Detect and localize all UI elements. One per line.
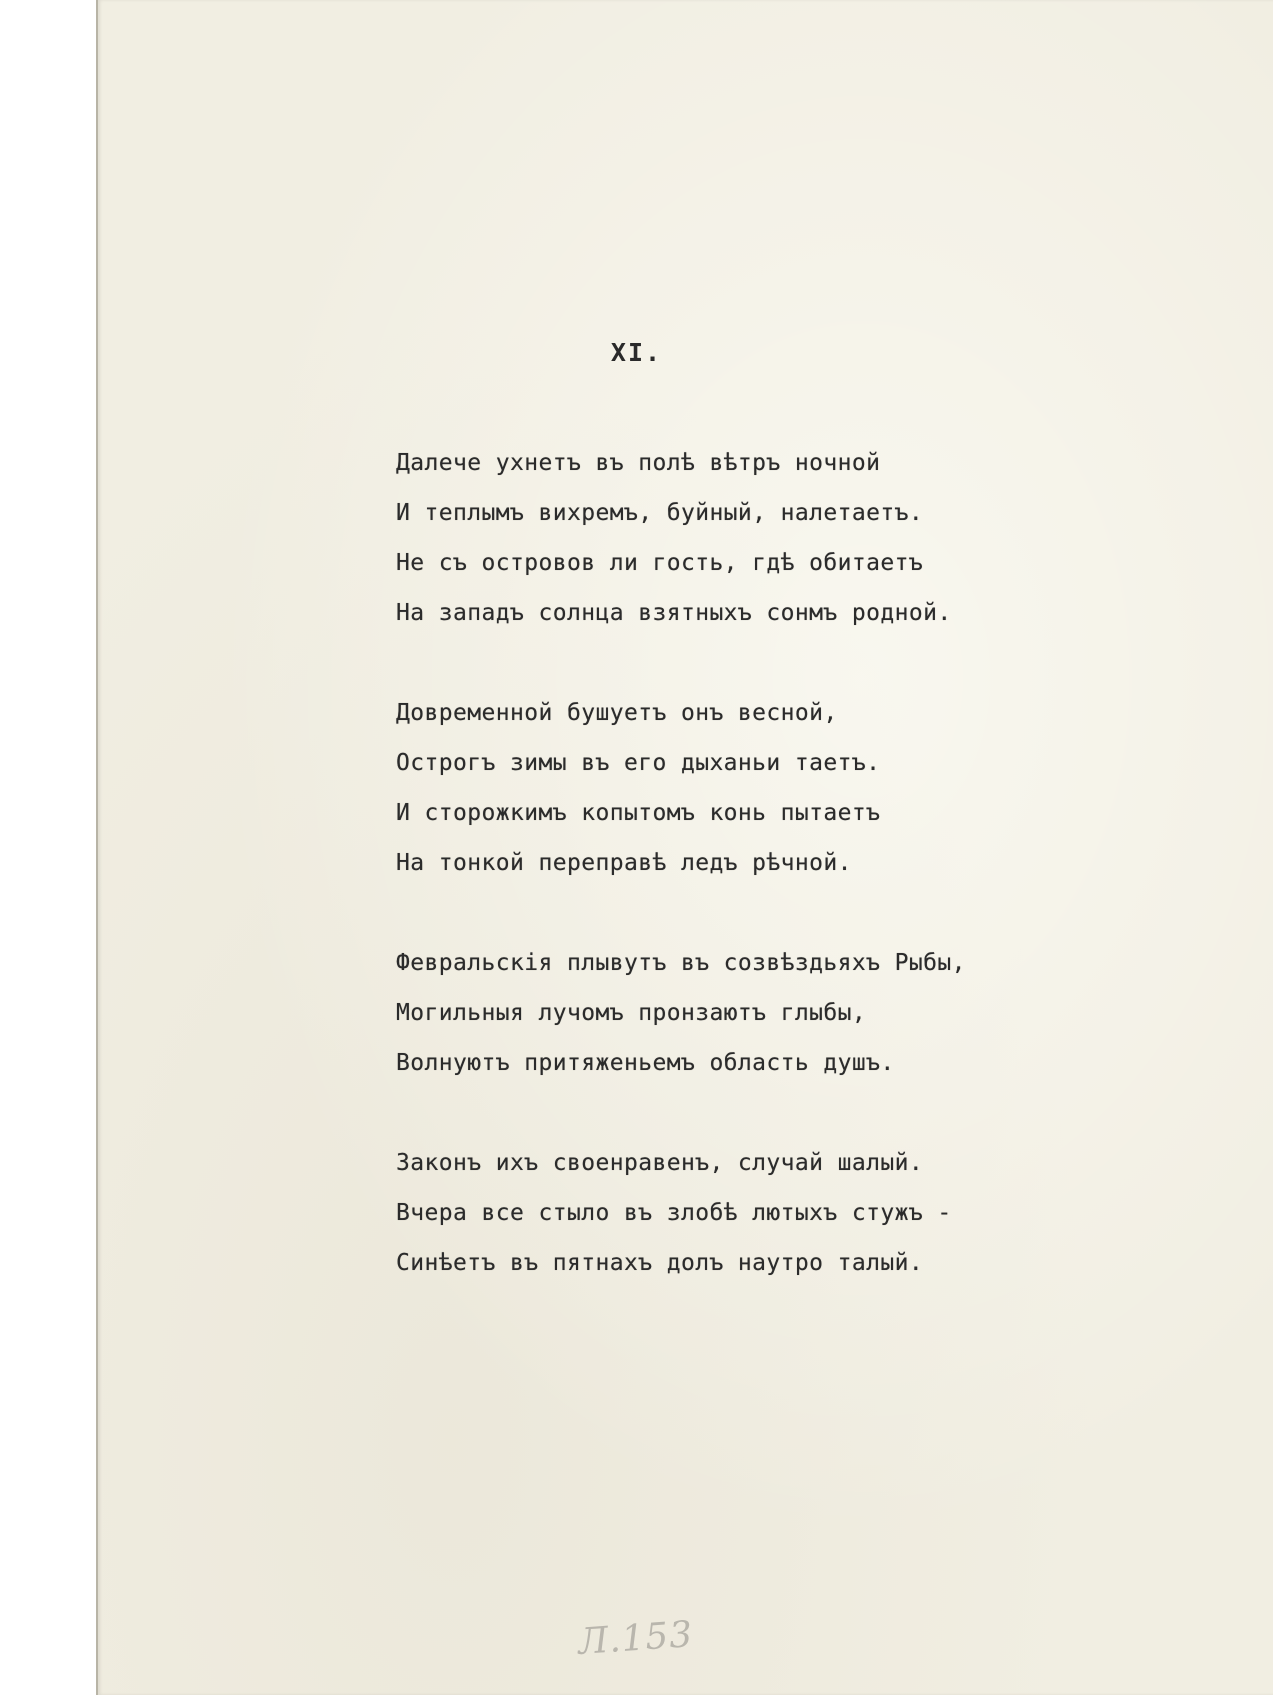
poem-line: На тонкой переправѣ ледъ рѣчной.: [396, 850, 852, 876]
poem-line: Далече ухнетъ въ полѣ вѣтръ ночной: [396, 450, 881, 476]
poem-line: И сторожкимъ копытомъ конь пытаетъ: [396, 800, 881, 826]
poem-line: Довременной бушуетъ онъ весной,: [396, 700, 838, 726]
stanza-1: [396, 438, 1116, 638]
poem-line: Не съ островов ли гость, гдѣ обитаетъ: [396, 550, 924, 576]
stanza-2: [396, 688, 1116, 888]
poem-line: Острогъ зимы въ его дыханьи таетъ.: [396, 750, 881, 776]
poem-line: И теплымъ вихремъ, буйный, налетаетъ.: [396, 500, 924, 526]
poem-number-heading: XI.: [610, 338, 663, 367]
stanza-4: [396, 1138, 1116, 1288]
poem-line: Могильныя лучомъ пронзаютъ глыбы,: [396, 1000, 867, 1026]
poem-line: Волнуютъ притяженьемъ область душъ.: [396, 1050, 895, 1076]
poem-body: [396, 438, 1116, 1288]
archive-folio-mark: Л.153: [576, 1614, 695, 1663]
poem-line: Законъ ихъ своенравенъ, случай шалый.: [396, 1150, 924, 1176]
poem-line: Февральскія плывутъ въ созвѣздьяхъ Рыбы,: [396, 950, 966, 976]
poem-line: На западъ солнца взятныхъ сонмъ родной.: [396, 600, 952, 626]
stanza-3: [396, 938, 1116, 1088]
poem-line: Синѣетъ въ пятнахъ долъ наутро талый.: [396, 1250, 924, 1276]
poem-line: Вчера все стыло въ злобѣ лютыхъ стужъ -: [396, 1200, 952, 1226]
